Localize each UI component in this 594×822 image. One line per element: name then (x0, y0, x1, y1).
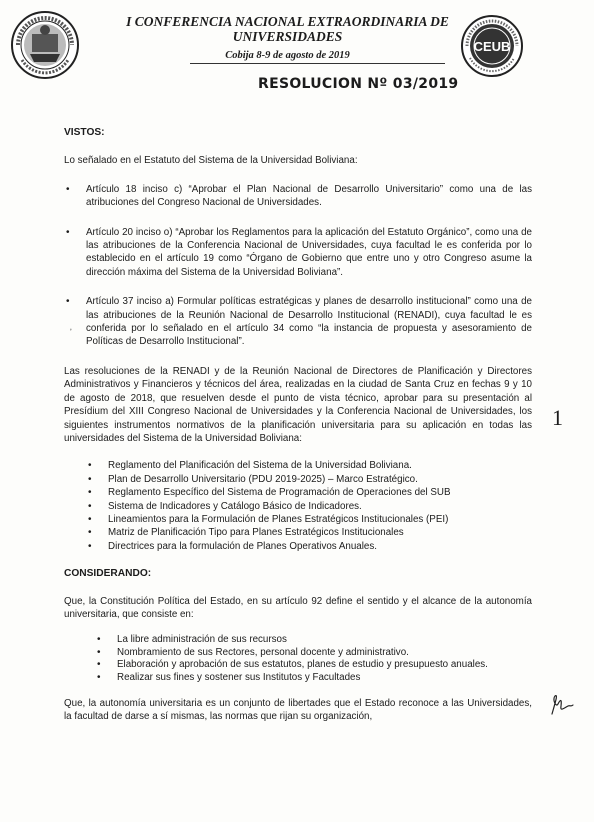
ceub-seal-logo (460, 14, 524, 78)
list-item: • Reglamento Específico del Sistema de Programación de Operaciones del SUB (108, 486, 532, 499)
list-item: • Lineamientos para la Formulación de Planes Estratégicos Institucionales (PEI) (108, 513, 532, 526)
resolution-number: RESOLUCION Nº 03/2019 (258, 76, 459, 92)
vistos-heading: VISTOS: (64, 127, 105, 138)
constitution-paragraph: Que, la Constitución Política del Estado, en su artículo 92 define el sentido y el alcance de la autonomía universitaria, que consiste en: (64, 595, 532, 620)
handwritten-initials-signature (546, 690, 576, 720)
article-item: • Artículo 37 inciso a) Formular políticas estratégicas y planes de desarrollo institucional” como una de las atribuciones de la Reunión Nacional de Desarrollo Institucional (RENADI), cuya facultad le es conferida por lo señalado en el artículo 34 como “la instancia de propuesta y asesoramiento de Políticas de Desarrollo Institucional”. (86, 295, 532, 349)
list-item: • Reglamento del Planificación del Sistema de la Universidad Boliviana. (108, 459, 532, 472)
considerando-heading: CONSIDERANDO: (64, 568, 152, 580)
instruments-list (108, 459, 532, 553)
stray-mark: ʼ (70, 328, 72, 337)
page-number: 1 (552, 405, 563, 430)
list-item: • Sistema de Indicadores y Catálogo Básico de Indicadores. (108, 500, 532, 513)
list-item: • La libre administración de sus recursos (117, 634, 532, 646)
list-item: • Realizar sus fines y sostener sus Institutos y Facultades (117, 672, 532, 684)
list-item: • Plan de Desarrollo Universitario (PDU 2019-2025) – Marco Estratégico. (108, 473, 532, 486)
list-item: • Matriz de Planificación Tipo para Planes Estratégicos Institucionales (108, 526, 532, 539)
list-item: • Elaboración y aprobación de sus estatutos, planes de estudio y presupuesto anuales. (117, 659, 532, 671)
article-item: • Artículo 18 inciso c) “Aprobar el Plan Nacional de Desarrollo Universitario” como una de las atribuciones del Congreso Nacional de Universidades. (86, 183, 532, 210)
header-divider (190, 63, 445, 64)
list-item: • Directrices para la formulación de Planes Operativos Anuales. (108, 540, 532, 553)
vistos-intro: Lo señalado en el Estatuto del Sistema de la Universidad Boliviana: (64, 155, 358, 167)
list-item: • Nombramiento de sus Rectores, personal docente y administrativo. (117, 647, 532, 659)
renadi-paragraph: Las resoluciones de la RENADI y de la Reunión Nacional de Directores de Planificación y Directores Administrativos y Financieros y técnicos del área, realizadas en la ciudad de Santa Cruz en fechas 9 y 10 de agosto de 2018, que resuelven desde el punto de vista técnico, aprobar para su presentación al Presídium del XIII Congreso Nacional de Universidades y la Conferencia Nacional de Universidades, los siguientes instrumentos normativos de la planificación universitaria para su aplicación en todas las universidades del Sistema de la Universidad Boliviana: (64, 365, 532, 444)
conference-title: I CONFERENCIA NACIONAL EXTRAORDINARIA DE UNIVERSIDADES (126, 14, 449, 44)
document-body (64, 126, 532, 724)
conference-date: Cobija 8-9 de agosto de 2019 (225, 50, 350, 61)
university-seal-logo (10, 10, 80, 80)
svg-text:CEUB: CEUB (473, 39, 511, 54)
autonomy-list (117, 634, 532, 684)
article-item: • Artículo 20 inciso o) “Aprobar los Reglamentos para la aplicación del Estatuto Orgánico”, como una de las atribuciones de la Conferencia Nacional de Universidades, cuya facultad le es conferida por lo establecido en el artículo 19 como “Órgano de Gobierno que entre uno y otro Congreso asume la dirección máxima del Sistema de la Universidad Boliviana”. (86, 226, 532, 280)
articles-list (86, 183, 532, 349)
autonomy-paragraph: Que, la autonomía universitaria es un conjunto de libertades que el Estado reconoce a las Universidades, la facultad de darse a sí mismas, las normas que rijan su organización, (64, 698, 532, 723)
